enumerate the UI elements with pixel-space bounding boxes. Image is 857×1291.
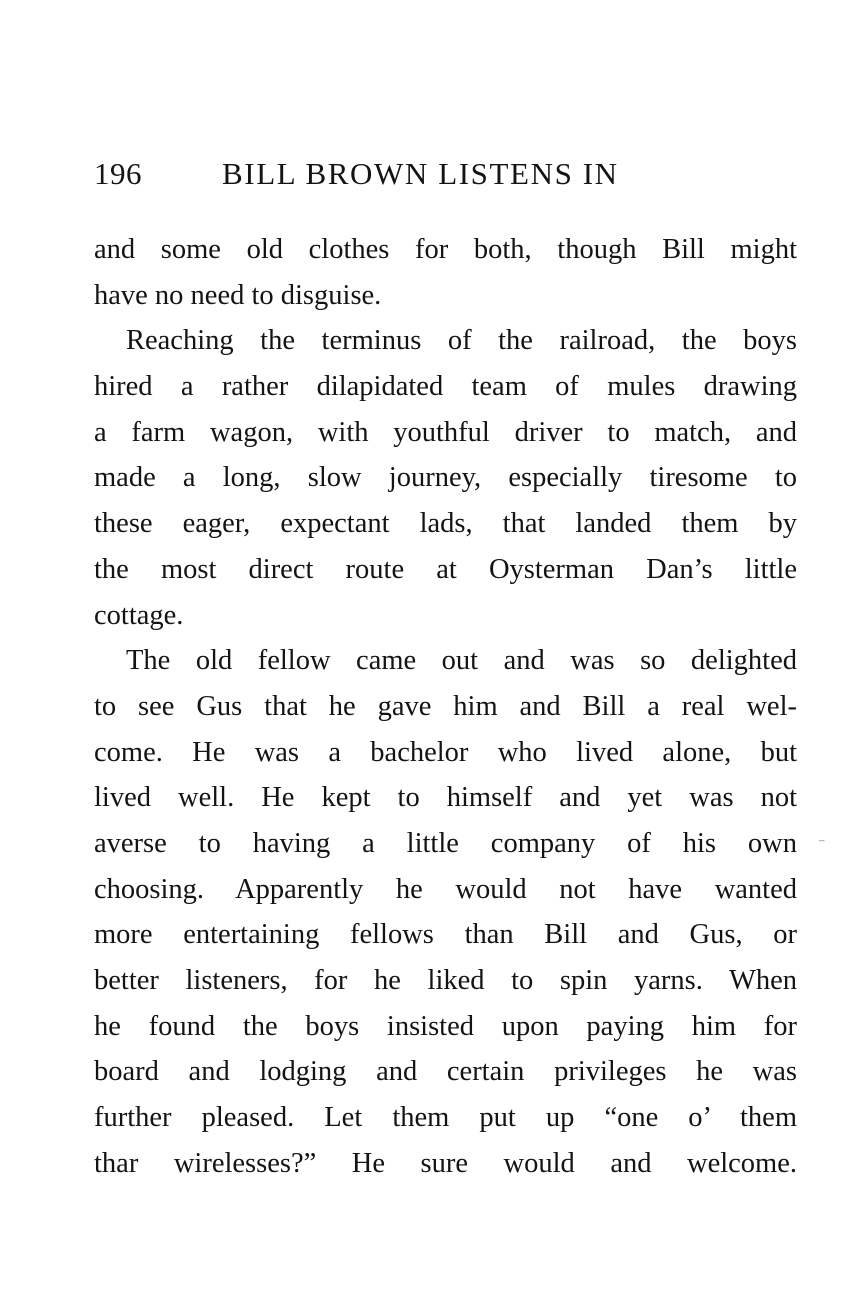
text-line: more entertaining fellows than Bill and Gus, or — [94, 919, 797, 951]
text-line: the most direct route at Oysterman Dan’s little — [94, 553, 797, 585]
text-line: further pleased. Let them put up “one o’ them — [94, 1102, 797, 1134]
page-number: 196 — [94, 156, 142, 191]
text-line: The old fellow came out and was so delighted — [126, 645, 797, 677]
text-line: and some old clothes for both, though Bill might — [94, 234, 797, 265]
text-line: cottage. — [94, 599, 184, 631]
text-line: averse to having a little company of his own — [94, 827, 797, 859]
text-line: these eager, expectant lads, that landed them by — [94, 508, 797, 540]
text-line: to see Gus that he gave him and Bill a real wel- — [94, 690, 797, 722]
text-line: lived well. He kept to himself and yet was not — [94, 782, 797, 814]
text-line: board and lodging and certain privileges he was — [94, 1056, 797, 1088]
text-line: hired a rather dilapidated team of mules drawing — [94, 371, 797, 403]
text-line: choosing. Apparently he would not have wanted — [94, 873, 797, 905]
text-line: a farm wagon, with youthful driver to match, and — [94, 416, 797, 448]
text-line: come. He was a bachelor who lived alone, but — [94, 736, 797, 768]
scan-speck: ⁻ — [818, 837, 826, 852]
text-line: have no need to disguise. — [94, 279, 382, 311]
page-header — [94, 152, 797, 196]
text-line: better listeners, for he liked to spin yarns. When — [94, 965, 797, 996]
text-line: thar wirelesses?” He sure would and welcome. — [94, 1147, 797, 1179]
text-line: Reaching the terminus of the railroad, the boys — [126, 325, 797, 357]
running-head: BILL BROWN LISTENS IN — [222, 156, 619, 191]
text-line: he found the boys insisted upon paying him for — [94, 1010, 797, 1042]
text-line: made a long, slow journey, especially tiresome to — [94, 462, 797, 494]
body-text — [94, 227, 797, 1186]
